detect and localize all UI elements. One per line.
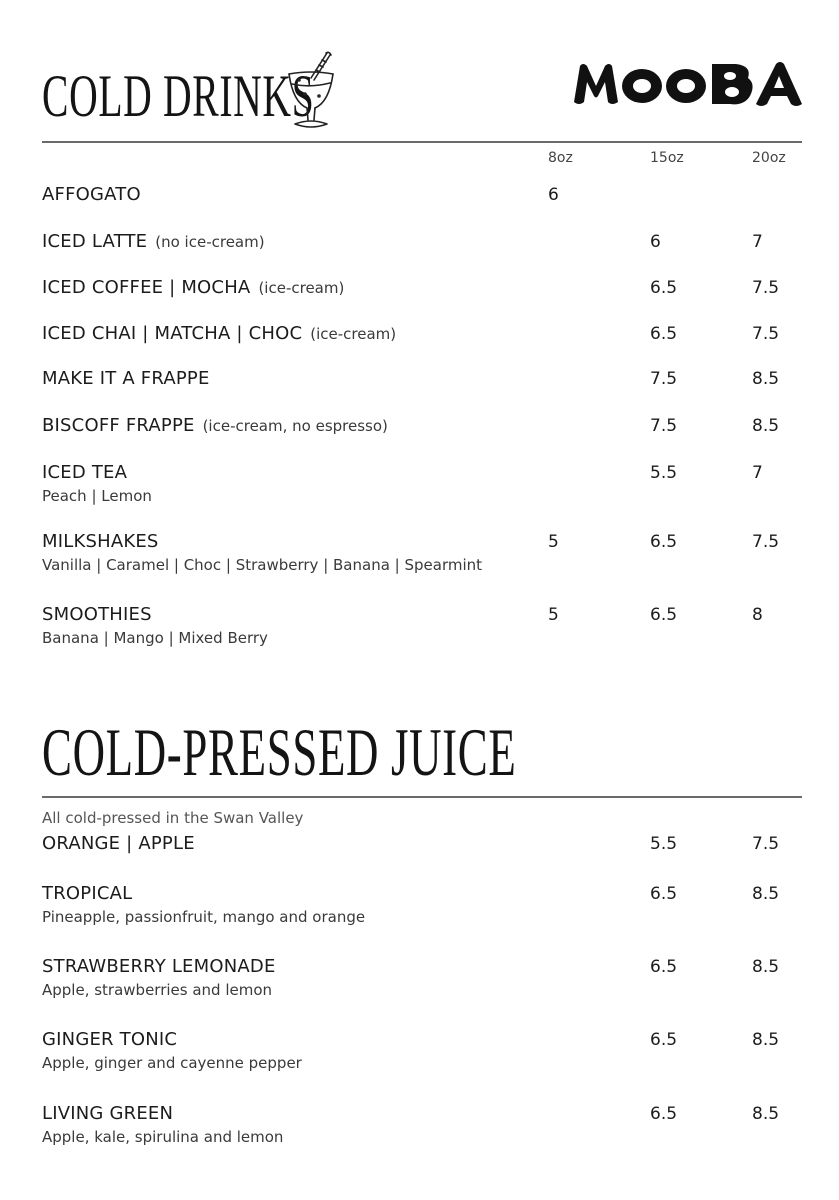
menu-item-name xyxy=(42,276,344,300)
item-title: ICED COFFEE | MOCHA xyxy=(42,277,251,298)
price-8oz: 5 xyxy=(548,605,559,625)
menu-item-name xyxy=(42,183,141,207)
juice-item-name: STRAWBERRY LEMONADE xyxy=(42,956,276,977)
juice-price-20oz: 8.5 xyxy=(752,1104,780,1124)
juice-price-15oz: 5.5 xyxy=(650,834,678,854)
juice-item-name: ORANGE | APPLE xyxy=(42,833,195,854)
price-20oz: 8 xyxy=(752,605,763,625)
menu-item-name xyxy=(42,461,127,485)
item-title: AFFOGATO xyxy=(42,184,141,205)
juice-price-15oz: 6.5 xyxy=(650,884,678,904)
item-note: (ice-cream) xyxy=(258,279,345,297)
size-header-15oz: 15oz xyxy=(650,150,684,166)
juice-price-20oz: 8.5 xyxy=(752,884,780,904)
juice-item-description: Apple, kale, spirulina and lemon xyxy=(42,1128,284,1146)
menu-item-name xyxy=(42,530,159,554)
menu-item-name xyxy=(42,414,388,438)
section-divider xyxy=(42,796,802,798)
item-title: ICED TEA xyxy=(42,462,128,483)
price-15oz: 6 xyxy=(650,232,661,252)
menu-item-name xyxy=(42,230,265,254)
price-20oz: 7 xyxy=(752,232,763,252)
price-8oz: 6 xyxy=(548,185,559,205)
juice-price-15oz: 6.5 xyxy=(650,1104,678,1124)
juice-item-name: GINGER TONIC xyxy=(42,1029,178,1050)
section-divider xyxy=(42,141,802,143)
menu-item-name xyxy=(42,367,210,391)
juice-intro: All cold-pressed in the Swan Valley xyxy=(42,809,304,827)
juice-price-15oz: 6.5 xyxy=(650,1030,678,1050)
cold-drinks-title: COLD DRINKS xyxy=(42,63,315,129)
price-20oz: 7.5 xyxy=(752,278,780,298)
price-8oz: 5 xyxy=(548,532,559,552)
size-header-20oz: 20oz xyxy=(752,150,786,166)
juice-price-15oz: 6.5 xyxy=(650,957,678,977)
price-20oz: 7 xyxy=(752,463,763,483)
price-15oz: 7.5 xyxy=(650,416,678,436)
price-20oz: 8.5 xyxy=(752,369,780,389)
juice-item-name: TROPICAL xyxy=(42,883,133,904)
price-15oz: 5.5 xyxy=(650,463,678,483)
price-15oz: 6.5 xyxy=(650,278,678,298)
price-20oz: 7.5 xyxy=(752,532,780,552)
item-title: MILKSHAKES xyxy=(42,531,159,552)
logo-text: MOOBA xyxy=(572,58,576,59)
item-description: Banana | Mango | Mixed Berry xyxy=(42,629,268,647)
item-note: (ice-cream) xyxy=(310,325,397,343)
item-note: (ice-cream, no espresso) xyxy=(202,417,388,435)
item-title: ICED CHAI | MATCHA | CHOC xyxy=(42,323,303,344)
size-header-8oz: 8oz xyxy=(548,150,573,166)
item-description: Vanilla | Caramel | Choc | Strawberry | Banana | Spearmint xyxy=(42,556,483,574)
item-description: Peach | Lemon xyxy=(42,487,152,505)
price-15oz: 6.5 xyxy=(650,605,678,625)
juice-item-description: Apple, strawberries and lemon xyxy=(42,981,273,999)
juice-price-20oz: 8.5 xyxy=(752,957,780,977)
juice-title: COLD-PRESSED JUICE xyxy=(42,714,517,790)
menu-item-name xyxy=(42,603,152,627)
mooba-logo xyxy=(572,58,804,110)
price-20oz: 8.5 xyxy=(752,416,780,436)
milkshake-glass-icon xyxy=(283,50,338,132)
item-title: BISCOFF FRAPPE xyxy=(42,415,195,436)
item-note: (no ice-cream) xyxy=(155,233,265,251)
price-15oz: 6.5 xyxy=(650,324,678,344)
item-title: ICED LATTE xyxy=(42,231,148,252)
item-title: MAKE IT A FRAPPE xyxy=(42,368,210,389)
juice-price-20oz: 7.5 xyxy=(752,834,780,854)
price-15oz: 7.5 xyxy=(650,369,678,389)
item-title: SMOOTHIES xyxy=(42,604,152,625)
menu-item-name xyxy=(42,322,396,346)
juice-item-description: Pineapple, passionfruit, mango and orange xyxy=(42,908,366,926)
juice-item-description: Apple, ginger and cayenne pepper xyxy=(42,1054,302,1072)
price-15oz: 6.5 xyxy=(650,532,678,552)
juice-item-name: LIVING GREEN xyxy=(42,1103,174,1124)
price-20oz: 7.5 xyxy=(752,324,780,344)
juice-price-20oz: 8.5 xyxy=(752,1030,780,1050)
